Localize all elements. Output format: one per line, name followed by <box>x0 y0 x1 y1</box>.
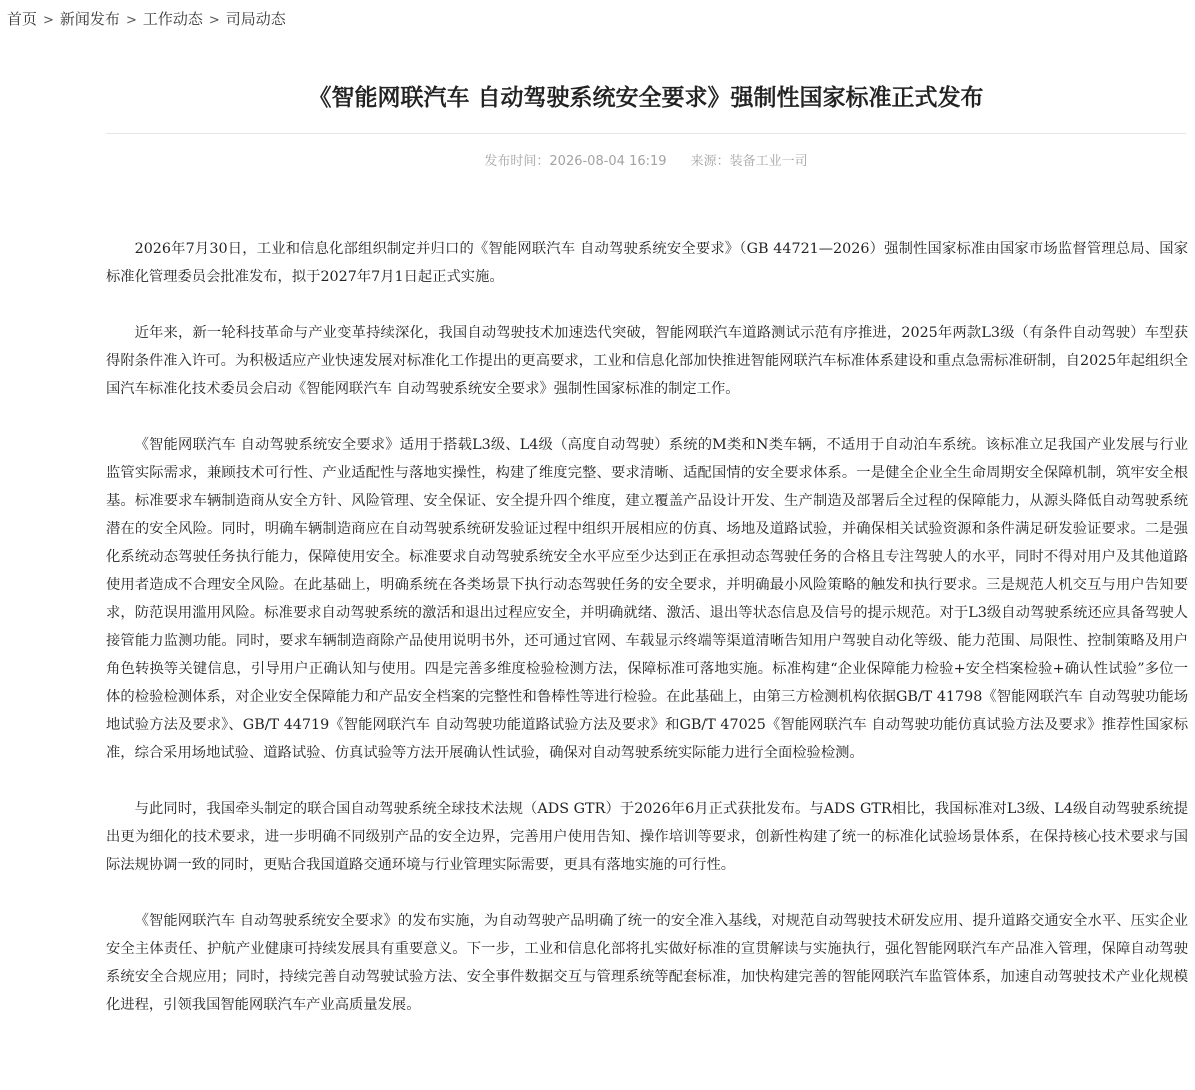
article-source: 装备工业一司 <box>729 154 808 169</box>
article-title: 《智能网联汽车 自动驾驶系统安全要求》强制性国家标准正式发布 <box>308 85 984 111</box>
breadcrumb-news-link[interactable]: 新闻发布 <box>59 10 120 28</box>
source-label: 来源： <box>690 154 730 169</box>
breadcrumb-separator: > <box>43 13 54 28</box>
article-paragraph: 2026年7月30日，工业和信息化部组织制定并归口的《智能网联汽车 自动驾驶系统安全要求》（GB 44721—2026）强制性国家标准由国家市场监督管理总局、国家标准化管理委员会批准发布，拟于2027年7月1日起正式实施。 <box>106 241 1188 285</box>
breadcrumb-separator: > <box>125 13 137 28</box>
breadcrumb-bureau-news-link[interactable]: 司局动态 <box>225 10 286 28</box>
title-divider <box>106 133 1186 134</box>
breadcrumb-work-news-link[interactable]: 工作动态 <box>142 10 203 28</box>
publish-time-label: 发布时间： <box>484 154 550 169</box>
article-paragraph: 近年来，新一轮科技革命与产业变革持续深化，我国自动驾驶技术加速迭代突破，智能网联汽车道路测试示范有序推进，2025年两款L3级（有条件自动驾驶）车型获得附条件准入许可。为积极适应产业快速发展对标准化工作提出的更高要求，工业和信息化部加快推进智能网联汽车标准体系建设和重点急需标准研制，自2025年起组织全国汽车标准化技术委员会启动《智能网联汽车 自动驾驶系统安全要求》强制性国家标准的制定工作。 <box>106 325 1188 397</box>
article-paragraph: 《智能网联汽车 自动驾驶系统安全要求》的发布实施，为自动驾驶产品明确了统一的安全准入基线，对规范自动驾驶技术研发应用、提升道路交通安全水平、压实企业安全主体责任、护航产业健康可持续发展具有重要意义。下一步，工业和信息化部将扎实做好标准的宣贯解读与实施执行，强化智能网联汽车产品准入管理，保障自动驾驶系统安全合规应用；同时，持续完善自动驾驶试验方法、安全事件数据交互与管理系统等配套标准，加快构建完善的智能网联汽车监管体系，加速自动驾驶技术产业化规模化进程，引领我国智能网联汽车产业高质量发展。 <box>106 913 1188 1013</box>
publish-time: 2026-08-04 16:19 <box>549 154 667 169</box>
breadcrumb-separator: > <box>208 13 220 28</box>
breadcrumb <box>7 8 286 30</box>
article-meta <box>106 152 1186 172</box>
article-paragraph: 与此同时，我国牵头制定的联合国自动驾驶系统全球技术法规（ADS GTR）于2026年6月正式获批发布。与ADS GTR相比，我国标准对L3级、L4级自动驾驶系统提出更为细化的技术要求，进一步明确不同级别产品的安全边界，完善用户使用告知、操作培训等要求，创新性构建了统一的标准化试验场景体系，在保持核心技术要求与国际法规协调一致的同时，更贴合我国道路交通环境与行业管理实际需要，更具有落地实施的可行性。 <box>106 801 1188 873</box>
article-paragraph: 《智能网联汽车 自动驾驶系统安全要求》适用于搭载L3级、L4级（高度自动驾驶）系统的M类和N类车辆，不适用于自动泊车系统。该标准立足我国产业发展与行业监管实际需求，兼顾技术可行性、产业适配性与落地实操性，构建了维度完整、要求清晰、适配国情的安全要求体系。一是健全企业全生命周期安全保障机制，筑牢安全根基。标准要求车辆制造商从安全方针、风险管理、安全保证、安全提升四个维度，建立覆盖产品设计开发、生产制造及部署后全过程的保障能力，从源头降低自动驾驶系统潜在的安全风险。同时，明确车辆制造商应在自动驾驶系统研发验证过程中组织开展相应的仿真、场地及道路试验，并确保相关试验资源和条件满足研发验证要求。二是强化系统动态驾驶任务执行能力，保障使用安全。标准要求自动驾驶系统安全水平应至少达到正在承担动态驾驶任务的合格且专注驾驶人的水平，同时不得对用户及其他道路使用者造成不合理安全风险。在此基础上，明确系统在各类场景下执行动态驾驶任务的安全要求，并明确最小风险策略的触发和执行要求。三是规范人机交互与用户告知要求，防范误用滥用风险。标准要求自动驾驶系统的激活和退出过程应安全，并明确就绪、激活、退出等状态信息及信号的提示规范。对于L3级自动驾驶系统还应具备驾驶人接管能力监测功能。同时，要求车辆制造商除产品使用说明书外，还可通过官网、车载显示终端等渠道清晰告知用户驾驶自动化等级、能力范围、局限性、控制策略及用户角色转换等关键信息，引导用户正确认知与使用。四是完善多维度检验检测方法，保障标准可落地实施。标准构建“企业保障能力检验+安全档案检验+确认性试验”多位一体的检验检测体系，对企业安全保障能力和产品安全档案的完整性和鲁棒性等进行检验。在此基础上，由第三方检测机构依据GB/T 41798《智能网联汽车 自动驾驶功能场地试验方法及要求》、GB/T 44719《智能网联汽车 自动驾驶功能道路试验方法及要求》和GB/T 47025《智能网联汽车 自动驾驶功能仿真试验方法及要求》推荐性国家标准，综合采用场地试验、道路试验、仿真试验等方法开展确认性试验，确保对自动驾驶系统实际能力进行全面检验检测。 <box>106 437 1188 761</box>
breadcrumb-home-link[interactable]: 首页 <box>7 10 38 28</box>
article-body <box>106 235 1188 1047</box>
